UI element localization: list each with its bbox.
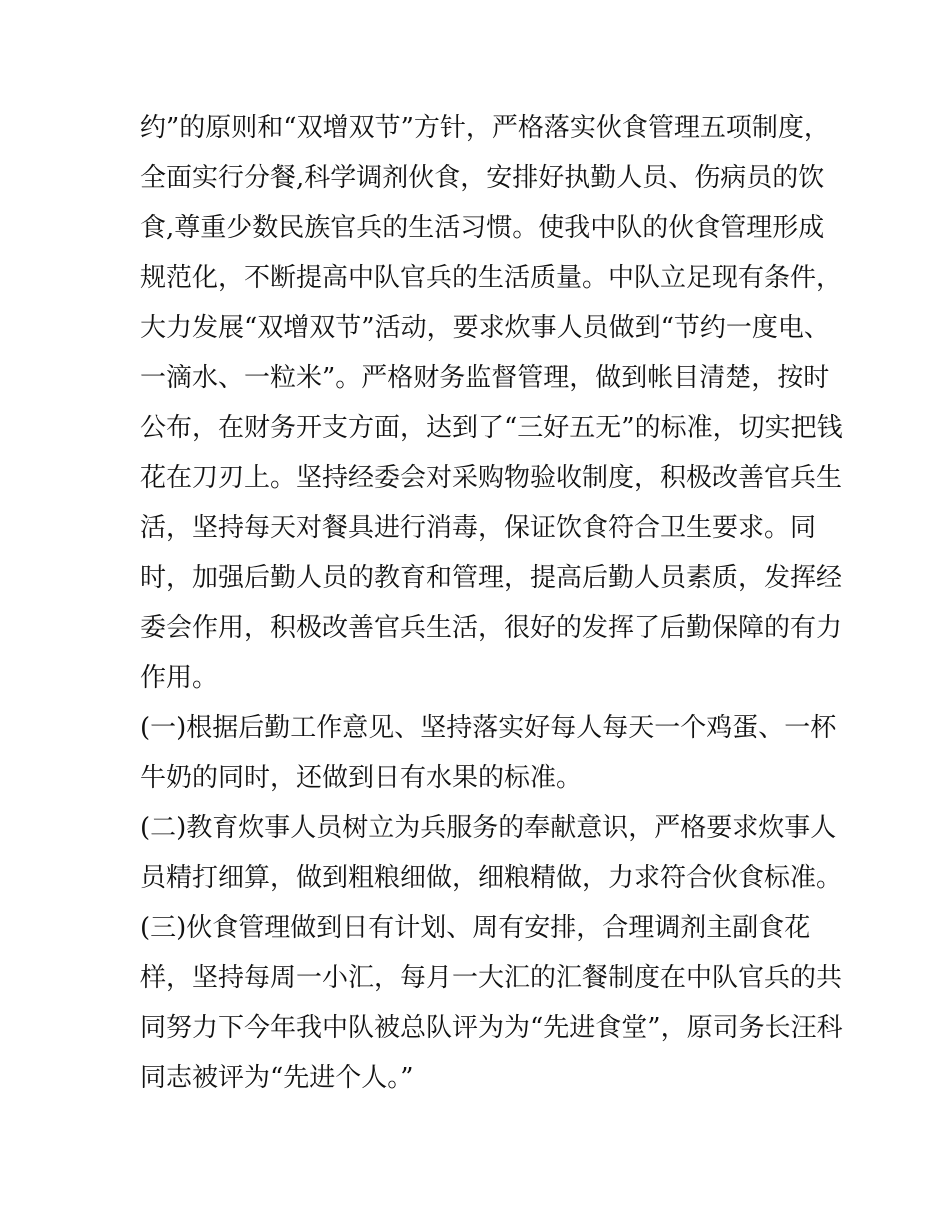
paragraph-item-1: [140, 703, 837, 803]
text-line: 员精打细算，做到粗粮细做，细粮精做，力求符合伙食标准。: [140, 863, 843, 893]
text-line: 时，加强后勤人员的教育和管理，提高后勤人员素质，发挥经: [140, 563, 843, 593]
text-line: 同志被评为“先进个人。”: [140, 1063, 414, 1093]
text-line: 公布，在财务开支方面，达到了“三好五无”的标准，切实把钱: [140, 413, 843, 443]
text-line: 同努力下今年我中队被总队评为为“先进食堂”，原司务长汪科: [140, 1013, 843, 1043]
text-line: 活，坚持每天对餐具进行消毒，保证饮食符合卫生要求。同: [140, 513, 817, 543]
text-line: 委会作用，积极改善官兵生活，很好的发挥了后勤保障的有力: [140, 613, 843, 643]
text-line: 样，坚持每周一小汇，每月一大汇的汇餐制度在中队官兵的共: [140, 963, 843, 993]
text-line: (二)教育炊事人员树立为兵服务的奉献意识，严格要求炊事人: [140, 813, 837, 843]
text-line: 食,尊重少数民族官兵的生活习惯。使我中队的伙食管理形成: [140, 213, 825, 243]
text-line: 牛奶的同时，还做到日有水果的标准。: [140, 763, 583, 793]
text-line: 全面实行分餐,科学调剂伙食，安排好执勤人员、伤病员的饮: [140, 163, 825, 193]
paragraph-main: [140, 103, 843, 703]
text-line: 花在刀刃上。坚持经委会对采购物验收制度，积极改善官兵生: [140, 463, 843, 493]
text-line: (三)伙食管理做到日有计划、周有安排，合理调剂主副食花: [140, 913, 811, 943]
text-line: 约”的原则和“双增双节”方针，严格落实伙食管理五项制度，: [140, 113, 830, 143]
text-line: 大力发展“双增双节”活动，要求炊事人员做到“节约一度电、: [140, 313, 830, 343]
paragraph-item-3: [140, 903, 843, 1103]
text-line: 一滴水、一粒米”。严格财务监督管理，做到帐目清楚，按时: [140, 363, 830, 393]
document-body: [140, 103, 843, 1103]
text-line: 作用。: [140, 663, 219, 693]
paragraph-item-2: [140, 803, 843, 903]
text-line: (一)根据后勤工作意见、坚持落实好每人每天一个鸡蛋、一杯: [140, 713, 837, 743]
text-line: 规范化，不断提高中队官兵的生活质量。中队立足现有条件，: [140, 263, 843, 293]
